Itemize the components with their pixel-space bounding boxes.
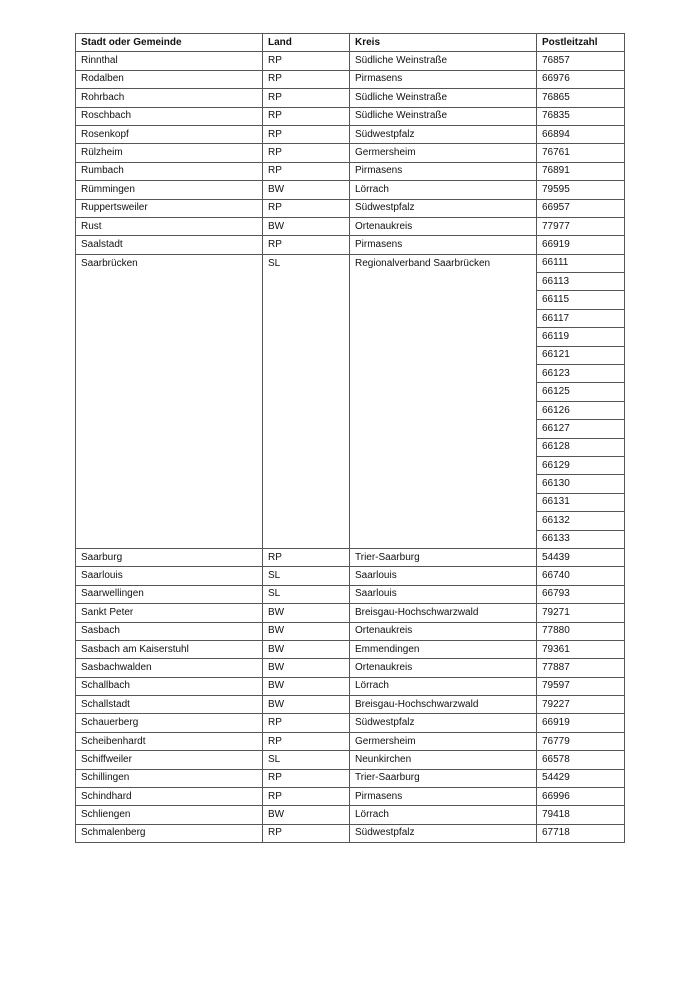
cell-stadt: Ruppertsweiler (76, 199, 263, 217)
cell-stadt: Schallbach (76, 677, 263, 695)
table-row (76, 659, 625, 677)
cell-stadt: Rinnthal (76, 52, 263, 70)
cell-plz: 66133 (537, 530, 625, 548)
cell-plz: 66996 (537, 788, 625, 806)
cell-kreis: Pirmasens (350, 162, 537, 180)
cell-stadt: Rülzheim (76, 144, 263, 162)
cell-plz: 66126 (537, 401, 625, 419)
cell-plz: 54439 (537, 548, 625, 566)
cell-stadt: Rodalben (76, 70, 263, 88)
cell-kreis: Südwestpfalz (350, 199, 537, 217)
cell-plz: 66130 (537, 475, 625, 493)
cell-plz: 66919 (537, 236, 625, 254)
cell-land: SL (263, 567, 350, 585)
cell-land: RP (263, 52, 350, 70)
cell-plz: 66127 (537, 420, 625, 438)
cell-plz: 67718 (537, 824, 625, 842)
cell-land: SL (263, 254, 350, 548)
cell-plz: 79361 (537, 640, 625, 658)
cell-plz: 66740 (537, 567, 625, 585)
table-row (76, 824, 625, 842)
cell-plz: 66128 (537, 438, 625, 456)
cell-plz: 66919 (537, 714, 625, 732)
table-row (76, 199, 625, 217)
cell-plz: 76865 (537, 89, 625, 107)
cell-land: RP (263, 824, 350, 842)
cell-land: RP (263, 788, 350, 806)
cell-stadt: Saarbrücken (76, 254, 263, 548)
cell-plz: 66131 (537, 493, 625, 511)
cell-stadt: Sankt Peter (76, 604, 263, 622)
cell-land: BW (263, 604, 350, 622)
cell-kreis: Südwestpfalz (350, 125, 537, 143)
cell-kreis: Trier-Saarburg (350, 769, 537, 787)
cell-stadt: Sasbach (76, 622, 263, 640)
cell-kreis: Trier-Saarburg (350, 548, 537, 566)
cell-plz: 79227 (537, 696, 625, 714)
cell-stadt: Schallstadt (76, 696, 263, 714)
cell-kreis: Südliche Weinstraße (350, 89, 537, 107)
cell-plz: 54429 (537, 769, 625, 787)
cell-plz: 79597 (537, 677, 625, 695)
cell-land: SL (263, 585, 350, 603)
cell-kreis: Regionalverband Saarbrücken (350, 254, 537, 548)
cell-plz: 66113 (537, 273, 625, 291)
table-row (76, 677, 625, 695)
header-kreis: Kreis (350, 34, 537, 52)
cell-kreis: Pirmasens (350, 788, 537, 806)
cell-kreis: Lörrach (350, 806, 537, 824)
cell-plz: 76779 (537, 732, 625, 750)
table-row (76, 567, 625, 585)
cell-stadt: Schiffweiler (76, 751, 263, 769)
table-row (76, 585, 625, 603)
cell-land: BW (263, 696, 350, 714)
table-row (76, 144, 625, 162)
cell-kreis: Südliche Weinstraße (350, 52, 537, 70)
cell-land: BW (263, 640, 350, 658)
cell-plz: 77977 (537, 217, 625, 235)
table-row (76, 548, 625, 566)
cell-stadt: Rohrbach (76, 89, 263, 107)
cell-kreis: Ortenaukreis (350, 217, 537, 235)
cell-kreis: Südliche Weinstraße (350, 107, 537, 125)
cell-kreis: Saarlouis (350, 567, 537, 585)
cell-land: BW (263, 217, 350, 235)
cell-stadt: Saarburg (76, 548, 263, 566)
cell-plz: 77887 (537, 659, 625, 677)
cell-kreis: Emmendingen (350, 640, 537, 658)
table-row (76, 806, 625, 824)
cell-stadt: Sasbach am Kaiserstuhl (76, 640, 263, 658)
cell-land: BW (263, 181, 350, 199)
table-row (76, 714, 625, 732)
cell-stadt: Rümmingen (76, 181, 263, 199)
cell-stadt: Saarwellingen (76, 585, 263, 603)
cell-stadt: Saarlouis (76, 567, 263, 585)
cell-plz: 66125 (537, 383, 625, 401)
cell-stadt: Sasbachwalden (76, 659, 263, 677)
cell-kreis: Südwestpfalz (350, 714, 537, 732)
cell-stadt: Saalstadt (76, 236, 263, 254)
cell-plz: 66111 (537, 254, 625, 272)
table-row (76, 732, 625, 750)
header-stadt: Stadt oder Gemeinde (76, 34, 263, 52)
cell-land: SL (263, 751, 350, 769)
cell-plz: 76891 (537, 162, 625, 180)
cell-stadt: Rust (76, 217, 263, 235)
cell-land: RP (263, 107, 350, 125)
cell-plz: 66957 (537, 199, 625, 217)
table-row (76, 125, 625, 143)
cell-kreis: Breisgau-Hochschwarzwald (350, 696, 537, 714)
cell-plz: 66121 (537, 346, 625, 364)
cell-land: BW (263, 659, 350, 677)
cell-plz: 66793 (537, 585, 625, 603)
cell-plz: 66129 (537, 456, 625, 474)
table-row (76, 162, 625, 180)
table-row (76, 70, 625, 88)
cell-land: RP (263, 89, 350, 107)
cell-stadt: Scheibenhardt (76, 732, 263, 750)
cell-kreis: Lörrach (350, 677, 537, 695)
cell-plz: 79418 (537, 806, 625, 824)
table-row (76, 217, 625, 235)
cell-plz: 66578 (537, 751, 625, 769)
cell-land: RP (263, 199, 350, 217)
table-row (76, 604, 625, 622)
table-row (76, 254, 625, 272)
table-row (76, 769, 625, 787)
table-row (76, 236, 625, 254)
cell-stadt: Schindhard (76, 788, 263, 806)
cell-kreis: Saarlouis (350, 585, 537, 603)
cell-plz: 66117 (537, 309, 625, 327)
cell-plz: 79595 (537, 181, 625, 199)
cell-plz: 79271 (537, 604, 625, 622)
cell-land: RP (263, 732, 350, 750)
cell-kreis: Pirmasens (350, 236, 537, 254)
cell-plz: 76835 (537, 107, 625, 125)
table-row (76, 788, 625, 806)
cell-kreis: Ortenaukreis (350, 659, 537, 677)
cell-land: BW (263, 806, 350, 824)
cell-kreis: Germersheim (350, 732, 537, 750)
cell-plz: 66115 (537, 291, 625, 309)
cell-stadt: Roschbach (76, 107, 263, 125)
cell-land: RP (263, 144, 350, 162)
table-row (76, 181, 625, 199)
cell-kreis: Pirmasens (350, 70, 537, 88)
cell-plz: 66132 (537, 512, 625, 530)
cell-plz: 66119 (537, 328, 625, 346)
cell-land: RP (263, 70, 350, 88)
cell-land: RP (263, 769, 350, 787)
cell-land: BW (263, 677, 350, 695)
table-row (76, 89, 625, 107)
table-row (76, 751, 625, 769)
cell-kreis: Lörrach (350, 181, 537, 199)
cell-stadt: Rumbach (76, 162, 263, 180)
cell-stadt: Rosenkopf (76, 125, 263, 143)
table-row (76, 622, 625, 640)
cell-plz: 76761 (537, 144, 625, 162)
cell-plz: 66894 (537, 125, 625, 143)
header-plz: Postleitzahl (537, 34, 625, 52)
table-row (76, 107, 625, 125)
table-body (76, 52, 625, 843)
cell-kreis: Südwestpfalz (350, 824, 537, 842)
table-header-row (76, 34, 625, 52)
cell-plz: 76857 (537, 52, 625, 70)
cell-kreis: Breisgau-Hochschwarzwald (350, 604, 537, 622)
header-land: Land (263, 34, 350, 52)
cell-stadt: Schliengen (76, 806, 263, 824)
cell-land: RP (263, 548, 350, 566)
cell-land: RP (263, 125, 350, 143)
cell-stadt: Schillingen (76, 769, 263, 787)
cell-stadt: Schauerberg (76, 714, 263, 732)
table-row (76, 640, 625, 658)
table-row (76, 52, 625, 70)
postal-code-table (75, 33, 625, 843)
cell-land: RP (263, 236, 350, 254)
cell-land: RP (263, 162, 350, 180)
cell-land: RP (263, 714, 350, 732)
cell-stadt: Schmalenberg (76, 824, 263, 842)
table-row (76, 696, 625, 714)
cell-plz: 77880 (537, 622, 625, 640)
cell-kreis: Germersheim (350, 144, 537, 162)
cell-land: BW (263, 622, 350, 640)
cell-plz: 66976 (537, 70, 625, 88)
cell-kreis: Neunkirchen (350, 751, 537, 769)
cell-plz: 66123 (537, 365, 625, 383)
cell-kreis: Ortenaukreis (350, 622, 537, 640)
